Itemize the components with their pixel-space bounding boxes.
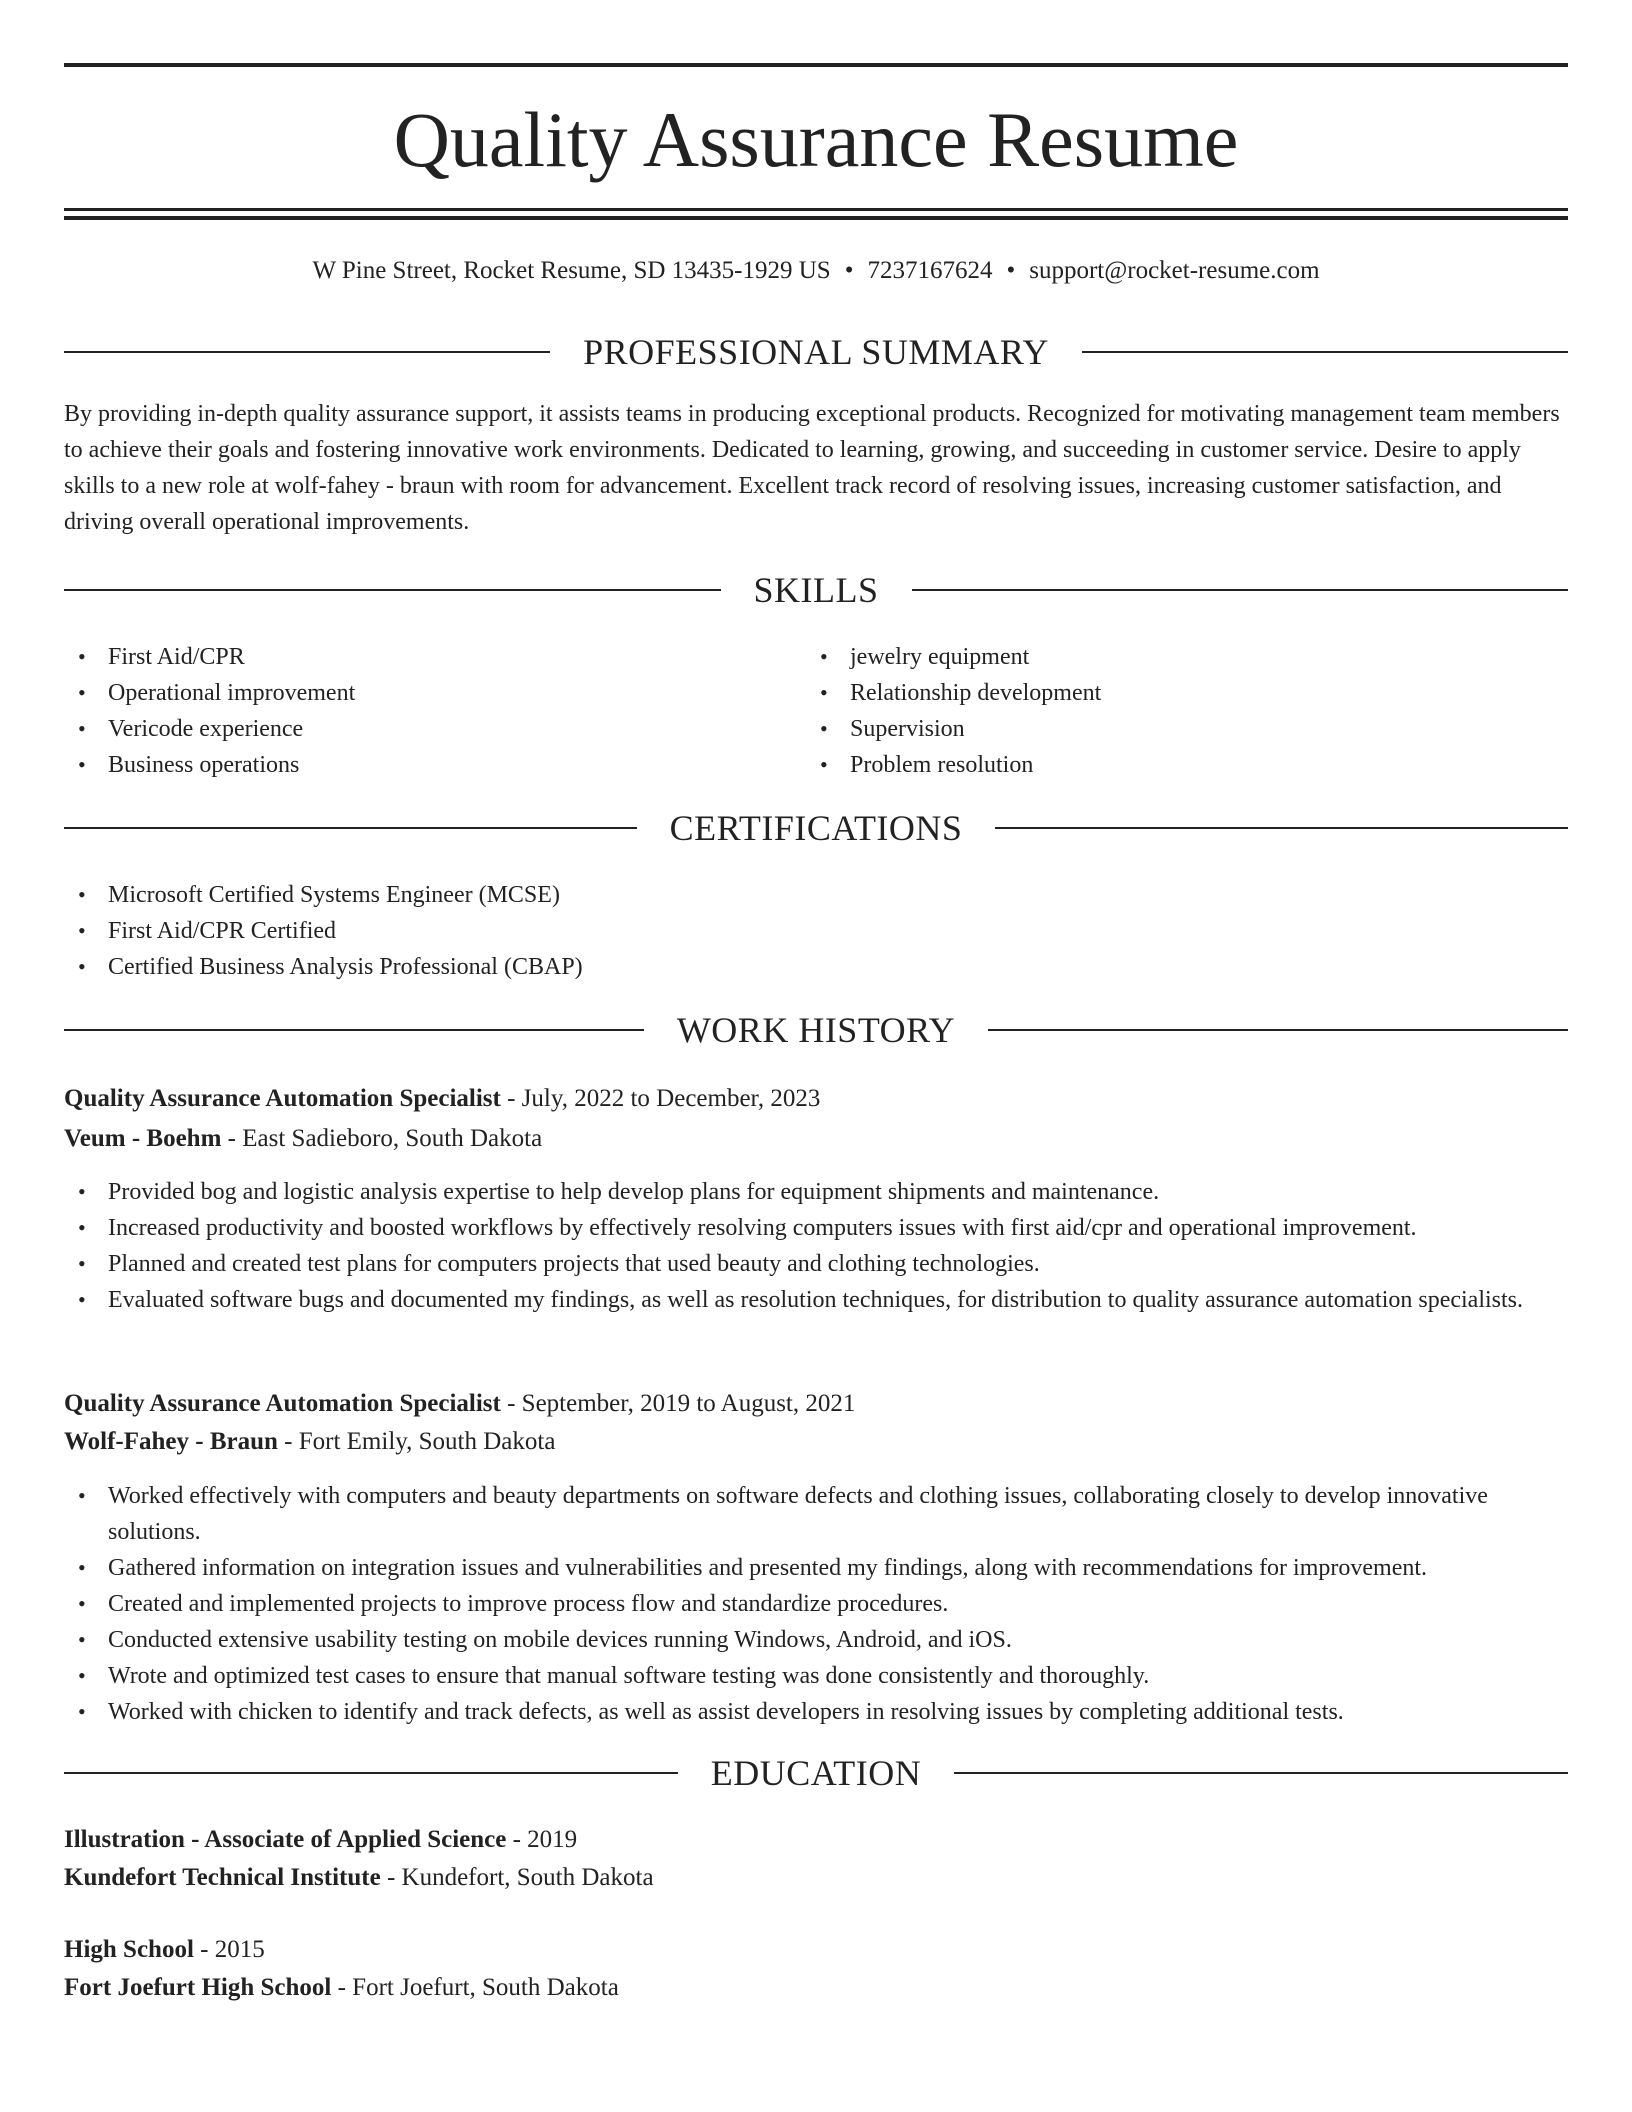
- contact-line: [64, 254, 1568, 288]
- section-title: SKILLS: [753, 570, 879, 610]
- title-rule-bottom-double: [64, 216, 1568, 220]
- certification-item: • Microsoft Certified Systems Engineer (MCSE): [64, 877, 1568, 913]
- heading-rule: [64, 589, 721, 591]
- section-title: EDUCATION: [710, 1753, 922, 1793]
- contact-email: support@rocket-resume.com: [1029, 257, 1320, 284]
- job-bullet: • Conducted extensive usability testing on mobile devices running Windows, Android, and iOS.: [64, 1622, 1568, 1658]
- job-location: - Fort Emily, South Dakota: [277, 1428, 556, 1455]
- contact-address: W Pine Street, Rocket Resume, SD 13435-1929 US: [312, 257, 831, 284]
- section-heading-skills: [64, 568, 1568, 612]
- heading-rule: [64, 827, 637, 829]
- education-school: Fort Joefurt High School: [64, 1974, 332, 2001]
- job-company-line: [64, 1121, 1568, 1157]
- contact-separator: •: [844, 257, 854, 284]
- section-title: WORK HISTORY: [676, 1010, 956, 1050]
- skill-item: • Supervision: [806, 711, 1566, 747]
- job-bullet: • Gathered information on integration issues and vulnerabilities and presented my findings, along with recommendations for improvement.: [64, 1550, 1568, 1586]
- contact-phone: 7237167624: [867, 257, 993, 284]
- job-bullets: [64, 1174, 1568, 1318]
- section-heading-education: [64, 1751, 1568, 1795]
- job-dates: - September, 2019 to August, 2021: [500, 1390, 856, 1417]
- job-bullet: • Increased productivity and boosted workflows by effectively resolving computers issues with first aid/cpr and operational improvement.: [64, 1210, 1568, 1246]
- heading-rule: [64, 351, 550, 353]
- section-title: PROFESSIONAL SUMMARY: [583, 332, 1049, 372]
- skill-item: • Relationship development: [806, 675, 1566, 711]
- skill-item: • Operational improvement: [64, 675, 804, 711]
- job-bullet: • Worked with chicken to identify and track defects, as well as assist developers in resolving issues by completing additional tests.: [64, 1694, 1568, 1730]
- summary-text: By providing in-depth quality assurance support, it assists teams in producing exceptional products. Recognized for motivating management team members to achieve their goals and fostering innovative work environments. Dedicated to learning, growing, and succeeding in customer service. Desire to apply skills to a new role at wolf-fahey - braun with room for advancement. Excellent track record of resolving issues, increasing customer satisfaction, and driving overall operational improvements.: [64, 401, 1560, 535]
- heading-rule: [954, 1772, 1568, 1774]
- skill-item: • Business operations: [64, 747, 804, 783]
- job-title-line: [64, 1081, 1568, 1117]
- heading-rule: [912, 589, 1569, 591]
- education-degree: High School: [64, 1936, 194, 1963]
- job-location: - East Sadieboro, South Dakota: [221, 1125, 543, 1152]
- skill-item: • Vericode experience: [64, 711, 804, 747]
- skill-item: • First Aid/CPR: [64, 639, 804, 675]
- skill-item: • Problem resolution: [806, 747, 1566, 783]
- job-bullets: [64, 1478, 1568, 1730]
- job-title: Quality Assurance Automation Specialist: [64, 1390, 501, 1417]
- heading-rule: [64, 1772, 678, 1774]
- section-heading-summary: [64, 330, 1568, 374]
- education-degree-line: [64, 1822, 1568, 1858]
- section-heading-work: [64, 1008, 1568, 1052]
- education-year: - 2019: [506, 1826, 578, 1853]
- education-school-line: [64, 1970, 1568, 2006]
- education-location: - Fort Joefurt, South Dakota: [331, 1974, 619, 2001]
- job-bullet: • Created and implemented projects to improve process flow and standardize procedures.: [64, 1586, 1568, 1622]
- skills-list-right: [806, 639, 1566, 783]
- certifications-list: [64, 877, 1568, 985]
- heading-rule: [64, 1029, 644, 1031]
- education-location: - Kundefort, South Dakota: [380, 1864, 654, 1891]
- job-bullet: • Wrote and optimized test cases to ensure that manual software testing was done consistently and thoroughly.: [64, 1658, 1568, 1694]
- education-school-line: [64, 1860, 1568, 1896]
- education-school: Kundefort Technical Institute: [64, 1864, 381, 1891]
- heading-rule: [1082, 351, 1568, 353]
- skill-item: • jewelry equipment: [806, 639, 1566, 675]
- title-rule-bottom: [64, 208, 1568, 211]
- job-company-line: [64, 1424, 1568, 1460]
- resume-page: [64, 0, 1568, 2112]
- education-year: - 2015: [193, 1936, 265, 1963]
- job-bullet: • Worked effectively with computers and beauty departments on software defects and clothing issues, collaborating closely to develop innovative solutions.: [64, 1478, 1568, 1550]
- certification-item: • Certified Business Analysis Professional (CBAP): [64, 949, 1568, 985]
- job-company: Veum - Boehm: [64, 1125, 222, 1152]
- job-bullet: • Planned and created test plans for computers projects that used beauty and clothing technologies.: [64, 1246, 1568, 1282]
- heading-rule: [988, 1029, 1568, 1031]
- education-degree-line: [64, 1932, 1568, 1968]
- contact-separator: •: [1006, 257, 1016, 284]
- job-title-line: [64, 1386, 1568, 1422]
- certification-item: • First Aid/CPR Certified: [64, 913, 1568, 949]
- section-title: CERTIFICATIONS: [669, 808, 963, 848]
- title-rule-top: [64, 63, 1568, 67]
- skills-list-left: [64, 639, 804, 783]
- section-heading-certifications: [64, 806, 1568, 850]
- job-company: Wolf-Fahey - Braun: [64, 1428, 278, 1455]
- education-degree: Illustration - Associate of Applied Science: [64, 1826, 507, 1853]
- job-bullet: • Provided bog and logistic analysis expertise to help develop plans for equipment shipments and maintenance.: [64, 1174, 1568, 1210]
- heading-rule: [995, 827, 1568, 829]
- job-bullet: • Evaluated software bugs and documented my findings, as well as resolution techniques, for distribution to quality assurance automation specialists.: [64, 1282, 1568, 1318]
- job-dates: - July, 2022 to December, 2023: [500, 1085, 821, 1112]
- job-title: Quality Assurance Automation Specialist: [64, 1085, 501, 1112]
- resume-title: Quality Assurance Resume: [393, 96, 1239, 183]
